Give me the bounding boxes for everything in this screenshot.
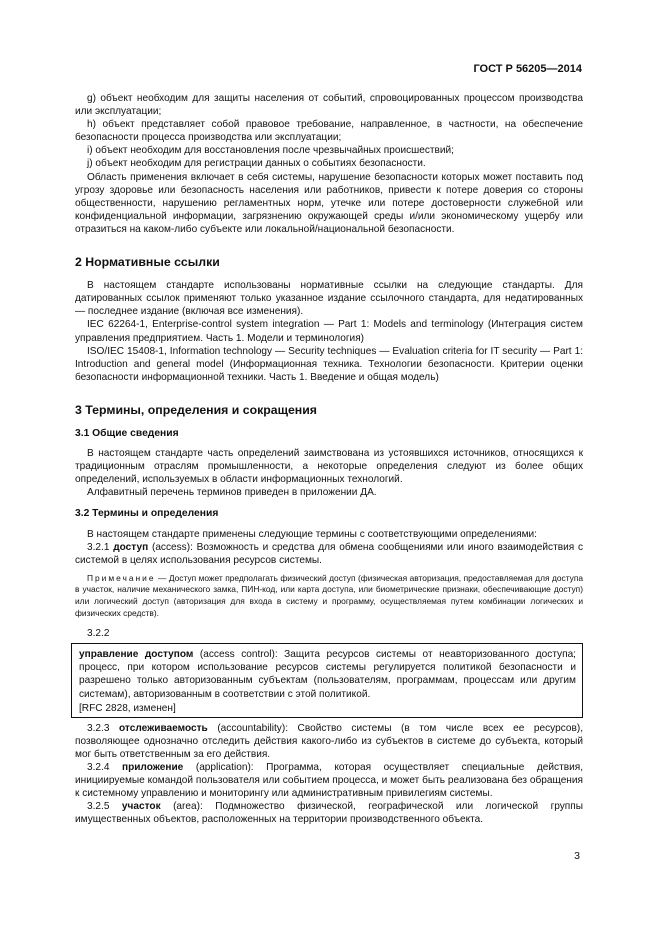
term-name: отслеживаемость xyxy=(119,722,208,734)
term-definition: (accountability): Свойство системы (в том числе всех ее ресурсов), позволяющее однозначно отследить действия какого-либо из субъектов в системе до субъекта, который мог быть ответственным за его действия. xyxy=(75,722,583,760)
subsection-3-1-paragraph-1: В настоящем стандарте часть определений заимствована из устоявшихся источников, относящихся к традиционным отраслям промышленности, а некоторые определения следуют из более общих определений, используемых в области информационных технологий. xyxy=(75,448,583,486)
subsection-3-2-intro: В настоящем стандарте применены следующие термины с соответствующими определениями: xyxy=(87,528,537,540)
term-number: 3.2.4 xyxy=(87,762,110,774)
term-definition: (area): Подмножество физической, географической или логической группы имущественных объектов, расположенных на территории производственного объекта. xyxy=(75,801,583,826)
term-definition: (access): Возможность и средства для обмена сообщениями или иного взаимодействия с системой в целях использования ресурсов системы. xyxy=(75,541,583,566)
term-3-2-3 xyxy=(75,722,583,761)
term-3-2-2 xyxy=(79,648,576,700)
term-name: приложение xyxy=(121,762,184,774)
note-label: Примечание xyxy=(87,572,156,583)
term-number: 3.2.5 xyxy=(87,801,110,813)
list-item-j: j) объект необходим для регистрации данных о событиях безопасности. xyxy=(87,158,426,170)
term-note xyxy=(75,573,583,619)
standard-header: ГОСТ Р 56205—2014 xyxy=(473,63,582,75)
list-item-g: g) объект необходим для защиты населения от событий, спровоцированных процессом производства или эксплуатации; xyxy=(75,93,583,118)
page-number: 3 xyxy=(574,850,580,862)
page-content xyxy=(75,92,583,827)
term-name: доступ xyxy=(113,541,149,553)
normative-reference-1: IEC 62264-1, Enterprise-control system integration — Part 1: Models and terminology (Интеграция систем управления предприятием. Часть 1. Модели и терминология) xyxy=(75,319,583,344)
section-2-title: 2 Нормативные ссылки xyxy=(75,255,220,270)
section-2-intro: В настоящем стандарте использованы нормативные ссылки на следующие стандарты. Для датированных ссылок применяют только указанное издание ссылочного стандарта, для недатированных — последнее издание (включая все изменения). xyxy=(75,280,583,318)
term-name: участок xyxy=(121,801,161,813)
term-definition: (access control): Защита ресурсов системы от неавторизованного доступа; процесс, при котором использование ресурсов системы регулируется политикой безопасности и разрешено только авторизованным субъектам (пользователям, программам, процессам или другим системам), авторизованным в соответствии с этой политикой. xyxy=(79,649,576,700)
list-item-h: h) объект представляет собой правовое требование, направленное, в частности, на обеспечение безопасности процесса производства или эксплуатации; xyxy=(75,119,583,144)
subsection-3-1-title: 3.1 Общие сведения xyxy=(75,427,179,439)
list-item-i: i) объект необходим для восстановления после чрезвычайных происшествий; xyxy=(87,145,454,157)
term-number: 3.2.1 xyxy=(87,541,110,553)
subsection-3-2-title: 3.2 Термины и определения xyxy=(75,508,219,520)
term-3-2-2-number: 3.2.2 xyxy=(87,628,110,640)
scope-paragraph: Область применения включает в себя системы, нарушение безопасности которых может поставить под угрозу здоровье или безопасность населения или работников, привести к потере доверия со стороны общественности, нарушению регламентных норм, утечке или потере достоверности служебной или конфиденциальной информации, загрязнению окружающей среды и/или экономическому ущербу или отразиться на каком-либо субъекте или локальной/национальной безопасности. xyxy=(75,171,583,235)
term-source-reference: [RFC 2828, изменен] xyxy=(79,702,176,714)
section-3-title: 3 Термины, определения и сокращения xyxy=(75,402,317,417)
term-3-2-5 xyxy=(75,800,583,826)
note-text: — Доступ может предполагать физический доступ (физическая авторизация, предоставляемая для доступа в участок, наличие механического замка, ПИН-код, или карта доступа, или биометрические признаки, обеспечивающие доступ) или логический доступ (авторизация для входа в систему и программу, осуществляемая путем комбинации логических и физических средств). xyxy=(75,572,584,618)
term-name: управление доступом xyxy=(79,649,194,661)
subsection-3-1-paragraph-2: Алфавитный перечень терминов приведен в приложении ДА. xyxy=(87,487,377,499)
term-number: 3.2.3 xyxy=(87,722,110,734)
term-3-2-1 xyxy=(75,541,583,567)
term-3-2-4 xyxy=(75,761,583,800)
term-definition: (application): Программа, которая осуществляет специальные действия, инициируемые командой пользователя или событием процесса, и может быть реализована без обращения к системному управлению и мониторингу или административным привилегиям системы. xyxy=(75,762,583,800)
term-3-2-2-box xyxy=(71,643,583,717)
normative-reference-2: ISO/IEC 15408-1, Information technology — Security techniques — Evaluation criteria for IT security — Part 1: Introduction and general model (Информационная техника. Технологии безопасности. Критерии оценки безопасности информационной техники. Часть 1. Введение и общая модель) xyxy=(75,345,583,383)
